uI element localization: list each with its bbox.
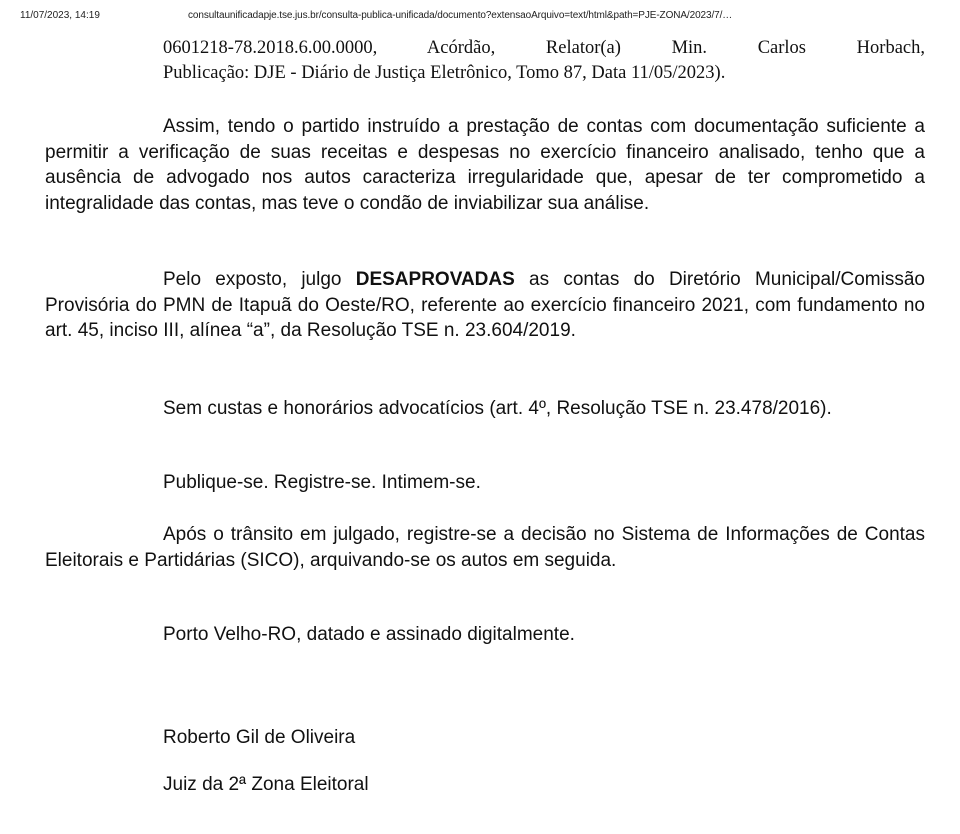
- verdict-text-after: as contas do Diretório Municipal/Comissão Provisória do PMN de Itapuã do Oeste/RO, referente ao exercício financeiro 2021, com fundamento no art. 45, inciso III, alínea “a”, da Resolução TSE n. 23.604/2019.: [45, 269, 925, 341]
- signature-name: Roberto Gil de Oliveira: [163, 727, 356, 748]
- paragraph-verdict: [45, 267, 925, 344]
- print-url: consultaunificadapje.tse.jus.br/consulta-publica-unificada/documento?extensaoArquivo=text/html&path=PJE-ZONA/2023/7/…: [188, 10, 733, 21]
- paragraph-publish: Publique-se. Registre-se. Intimem-se.: [163, 472, 481, 493]
- signature-title: Juiz da 2ª Zona Eleitoral: [163, 774, 369, 795]
- print-header: [20, 10, 936, 26]
- citation-block: [163, 36, 925, 86]
- paragraph-place-date: Porto Velho-RO, datado e assinado digitalmente.: [163, 624, 575, 645]
- print-timestamp: 11/07/2023, 14:19: [20, 10, 100, 21]
- paragraph-costs: Sem custas e honorários advocatícios (art. 4º, Resolução TSE n. 23.478/2016).: [163, 398, 832, 419]
- citation-line-1: 0601218-78.2018.6.00.0000, Acórdão, Relator(a) Min. Carlos Horbach,: [163, 38, 925, 58]
- citation-line-2: Publicação: DJE - Diário de Justiça Eletrônico, Tomo 87, Data 11/05/2023).: [163, 63, 726, 83]
- paragraph-archive: Após o trânsito em julgado, registre-se a decisão no Sistema de Informações de Contas Eleitorais e Partidárias (SICO), arquivando-se os autos em seguida.: [45, 524, 925, 571]
- verdict-keyword: DESAPROVADAS: [355, 269, 515, 290]
- verdict-text-before: Pelo exposto, julgo: [163, 269, 356, 290]
- paragraph-analysis: Assim, tendo o partido instruído a prestação de contas com documentação suficiente a permitir a verificação de suas receitas e despesas no exercício financeiro analisado, tenho que a ausência de advogado nos autos caracteriza irregularidade que, apesar de ter comprometido a integralidade das contas, mas teve o condão de inviabilizar sua análise.: [45, 116, 925, 214]
